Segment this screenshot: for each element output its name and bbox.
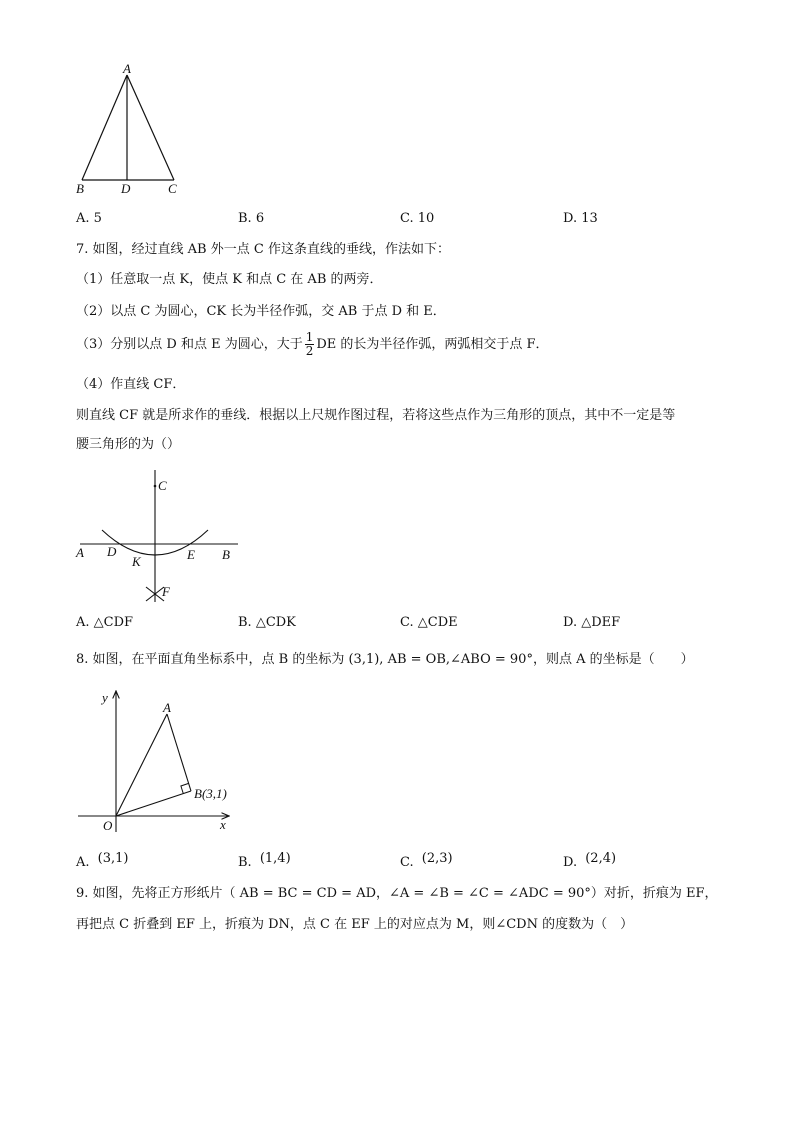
label-c: C bbox=[158, 478, 167, 493]
q8-option-c-letter: C. bbox=[400, 855, 414, 870]
q8-option-a-letter: A. bbox=[76, 855, 90, 870]
q7-option-c[interactable]: C. △CDE bbox=[400, 615, 458, 630]
segment-ab bbox=[167, 714, 191, 791]
q8-option-a[interactable] bbox=[76, 851, 129, 872]
q9-line1: 9. 如图，先将正方形纸片（ AB = BC = CD = AD，∠A = ∠B = ∠C = ∠ADC = 90°）对折，折痕为 EF， bbox=[76, 886, 718, 901]
q7-step4: （4）作直线 CF． bbox=[76, 377, 186, 392]
q9-line2: 再把点 C 折叠到 EF 上，折痕为 DN，点 C 在 EF 上的对应点为 M，则∠CDN 的度数为（ ） bbox=[76, 917, 634, 932]
label-c: C bbox=[168, 181, 177, 196]
side-ac bbox=[127, 75, 174, 180]
q7-step2: （2）以点 C 为圆心，CK 长为半径作弧，交 AB 于点 D 和 E． bbox=[76, 304, 446, 319]
q8-option-b-letter: B. bbox=[238, 855, 252, 870]
label-f: F bbox=[162, 584, 170, 599]
q6-option-d[interactable]: D. 13 bbox=[563, 211, 598, 226]
q8-option-a-value: (3,1) bbox=[97, 851, 129, 866]
point-c bbox=[154, 485, 157, 488]
label-d: D bbox=[107, 544, 117, 559]
q7-step1: （1）任意取一点 K，使点 K 和点 C 在 AB 的两旁． bbox=[76, 272, 383, 287]
q8-option-b-value: (1,4) bbox=[259, 851, 291, 866]
label-a: A bbox=[76, 545, 84, 560]
q8-option-d[interactable] bbox=[563, 851, 617, 872]
q7-stem: 7. 如图，经过直线 AB 外一点 C 作这条直线的垂线，作法如下： bbox=[76, 242, 450, 257]
construction-figure bbox=[70, 462, 245, 607]
fraction-denominator: 2 bbox=[305, 344, 314, 358]
q7-step3-part2: DE 的长为半径作弧，两弧相交于点 F． bbox=[316, 337, 549, 352]
q7-step3 bbox=[76, 330, 549, 360]
q7-option-b[interactable]: B. △CDK bbox=[238, 615, 296, 630]
triangle-figure bbox=[70, 58, 190, 198]
q7-option-a[interactable]: A. △CDF bbox=[76, 615, 134, 630]
q7-conclusion-line1: 则直线 CF 就是所求作的垂线．根据以上尺规作图过程，若将这些点作为三角形的顶点，其中不一定是等 bbox=[76, 408, 676, 423]
q8-option-d-value: (2,4) bbox=[585, 851, 617, 866]
q8-option-c[interactable] bbox=[400, 851, 453, 872]
label-a: A bbox=[123, 61, 131, 76]
label-k: K bbox=[132, 554, 141, 569]
q7-option-d[interactable]: D. △DEF bbox=[563, 615, 621, 630]
label-a: A bbox=[163, 700, 171, 715]
fraction-one-half bbox=[305, 331, 315, 358]
q6-option-b[interactable]: B. 6 bbox=[238, 211, 265, 226]
q8-option-b[interactable] bbox=[238, 851, 291, 872]
label-b: B(3,1) bbox=[194, 786, 227, 801]
label-b: B bbox=[76, 181, 84, 196]
label-o: O bbox=[103, 818, 113, 833]
label-y: y bbox=[102, 690, 108, 705]
segment-oa bbox=[116, 714, 167, 816]
q8-option-c-value: (2,3) bbox=[421, 851, 453, 866]
q7-conclusion-line2: 腰三角形的为（） bbox=[76, 437, 181, 452]
side-ab bbox=[82, 75, 127, 180]
coordinate-figure bbox=[72, 686, 242, 836]
label-b: B bbox=[222, 547, 230, 562]
label-d: D bbox=[121, 181, 131, 196]
label-e: E bbox=[187, 547, 195, 562]
q6-option-a[interactable]: A. 5 bbox=[76, 211, 102, 226]
q6-option-c[interactable]: C. 10 bbox=[400, 211, 435, 226]
q8-option-d-letter: D. bbox=[563, 855, 578, 870]
q8-stem: 8. 如图，在平面直角坐标系中，点 B 的坐标为 (3,1), AB = OB,∠ABO = 90°，则点 A 的坐标是（ ） bbox=[76, 652, 694, 667]
q7-step3-part1: （3）分别以点 D 和点 E 为圆心，大于 bbox=[76, 337, 303, 352]
label-x: x bbox=[220, 817, 226, 832]
fraction-numerator: 1 bbox=[305, 330, 314, 344]
segment-ob bbox=[116, 791, 191, 816]
